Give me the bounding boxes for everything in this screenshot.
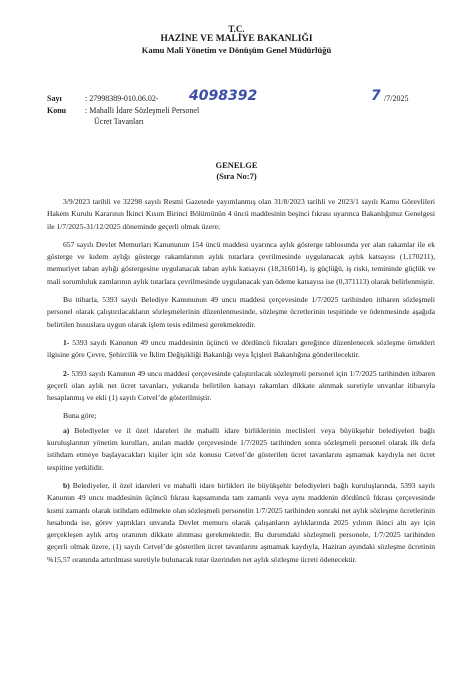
paragraph-item-a bbox=[47, 425, 435, 474]
document-body bbox=[47, 196, 435, 572]
item-1-number: 1- bbox=[63, 337, 70, 347]
paragraph-item-b bbox=[47, 480, 435, 566]
item-1-text: 5393 sayılı Kanunun 49 uncu maddesinin üçüncü ve dördüncü fıkraları gereğince düzenlenecek sözleşme örnekleri ilgisine göre Çevre, Şehircilik ve İklim Değişikliği Bakanlığı veya İçişleri Bakanlığına gönderilecektir. bbox=[47, 337, 435, 360]
paragraph-item-2 bbox=[47, 368, 435, 405]
item-2-number: 2- bbox=[63, 368, 70, 378]
header-tc: T.C. bbox=[228, 24, 245, 34]
item-a-letter: a) bbox=[63, 425, 70, 435]
date-handwritten-day: 7 bbox=[371, 88, 381, 104]
sayi-label: Sayı bbox=[47, 94, 62, 103]
paragraph-katsayi: 657 sayılı Devlet Memurları Kanununun 154 üncü maddesi uyarınca aylık gösterge tablosunda yer alan rakamlar ile ek gösterge ve kıdem aylığı gösterge rakamlarının aylık tutarlara çevrilmesinde uygulanacak aylık katsayısı (1,170211), memuriyet taban aylığı göstergesine uygulanacak taban aylık katsayısı (18,316014), iş güçlüğü, iş riski, temininde güçlük ve mali sorumluluk zamlarının aylık tutarlara çevrilmesinde uygulanacak yan ödeme katsayısı ise (0,371113) olarak belirlenmiştir. bbox=[47, 239, 435, 286]
date-suffix: /7/2025 bbox=[384, 94, 409, 103]
header-directorate: Kamu Mali Yönetim ve Dönüşüm Genel Müdürlüğü bbox=[141, 45, 332, 55]
header-ministry: HAZİNE VE MALİYE BAKANLIĞI bbox=[160, 34, 313, 44]
konu-value-line2: Ücret Tavanları bbox=[94, 117, 144, 126]
genelge-sira-no: (Sıra No:7) bbox=[216, 171, 257, 181]
item-2-text: 5393 sayılı Kanunun 49 uncu maddesi çerçevesinde çalıştırılacak sözleşmeli personel için 1/7/2025 tarihinden itibaren geçerli olan aylık net ücret tavanları, yukarıda belirtilen katsayı rakamları dikkate alınmak suretiyle unvanlar itibarıyla hesaplanmış ve ekli (1) sayılı Cetvel’de gösterilmiştir. bbox=[47, 368, 435, 403]
item-a-text: Belediyeler ve il özel idareleri ile mahalli idare birliklerinin meclisleri veya büyükşehir belediyeleri bağlı kuruluşlarının yönetim kurulları, anılan madde çerçevesinde 1/7/2025 tarihinden sonra sözleşmeli personel olarak ilk defa istihdam etmeye başlayacakları kişiler için söz konusu Cetvel’de gösterilen ücret tavanlarını aşmamak kaydıyla net ücret tespitine yetkilidir. bbox=[47, 425, 435, 472]
genelge-title: GENELGE bbox=[215, 160, 258, 170]
konu-label: Konu bbox=[47, 106, 67, 115]
konu-value-line1: : Mahalli İdare Sözleşmeli Personel bbox=[85, 106, 200, 115]
paragraph-buna-gore: Buna göre; bbox=[63, 411, 97, 421]
sayi-handwritten-number: 4098392 bbox=[189, 88, 258, 104]
item-b-letter: b) bbox=[63, 480, 70, 490]
item-b-text: Belediyeler, il özel idareleri ve mahalli idare birlikleri ile büyükşehir belediyeleri bağlı kuruluşlarında, 5393 sayılı Kanunun 49 uncu maddesinin üçüncü fıkrası kapsamında tam zamanlı veya aynı maddenin dördüncü fıkrası çerçevesinde kısmi zamanlı olarak istihdam edilmekte olan sözleşmeli personelin 1/7/2025 tarihinden sonraki net aylık sözleşme ücretlerinin hesabında ise, görev yaptıkları unvanda Devlet memuru olarak çalışanların aylıklarında 2025 yılının ikinci altı ayı için gerçekleşen aylık artış oranının dikkate alınması gerekmektedir. Bu durumdaki sözleşmeli personele, 1/7/2025 tarihinden geçerli olmak üzere, (1) sayılı Cetvel’de gösterilen ücret tavanlarını aşmamak kaydıyla, Haziran ayındaki sözleşme ücretinin %15,57 oranında artırılması suretiyle bulunacak tutar üzerinden net aylık sözleşme ücreti ödenecektir. bbox=[47, 480, 435, 564]
paragraph-intro: 3/9/2023 tarihli ve 32298 sayılı Resmi Gazetede yayımlanmış olan 31/8/2023 tarihli ve 2023/1 sayılı Kamu Görevlileri Hakem Kurulu Kararının İkinci Kısım Birinci Bölümünün 4 üncü maddesinin beşinci fıkrası uyarınca Bakanlığımız Genelgesi ile 1/7/2025-31/12/2025 döneminde geçerli olmak üzere; bbox=[47, 197, 435, 231]
paragraph-item-1 bbox=[47, 337, 435, 362]
paragraph-bu-itibarla: Bu itibarla, 5393 sayılı Belediye Kanununun 49 uncu maddesi çerçevesinde 1/7/2025 tarihinden itibaren sözleşmeli personel olarak çalıştırılacakların sözleşmelerinin düzenlenmesinde, sözleşme ücretlerinin tespitinde ve ödenmesinde aşağıda belirtilen hususlara uygun olarak işlem tesis edilmesi gerekmektedir. bbox=[47, 295, 435, 329]
sayi-value: : 27998389-010.06.02- bbox=[85, 94, 159, 103]
